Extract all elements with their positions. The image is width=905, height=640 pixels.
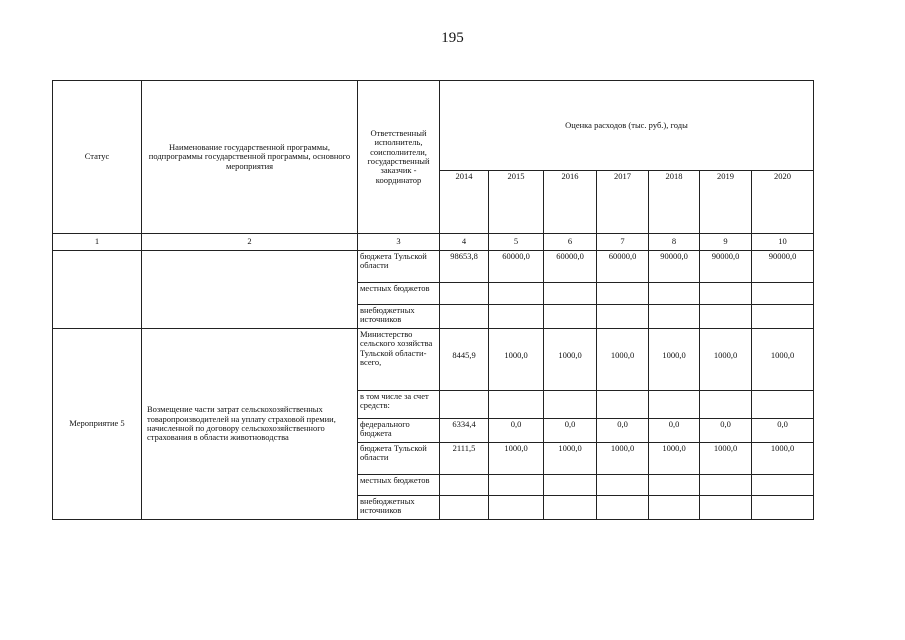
value-cell: 1000,0 xyxy=(489,443,544,475)
source-cell: федерального бюджета xyxy=(358,419,440,443)
value-cell xyxy=(489,475,544,496)
year-2015: 2015 xyxy=(489,171,544,234)
value-cell xyxy=(700,496,752,520)
value-cell xyxy=(700,475,752,496)
table-row xyxy=(53,329,814,391)
value-cell xyxy=(700,283,752,305)
header-status: Статус xyxy=(53,81,142,234)
table-row xyxy=(53,251,814,283)
col-number: 4 xyxy=(440,234,489,251)
value-cell xyxy=(544,475,597,496)
value-cell: 1000,0 xyxy=(544,443,597,475)
value-cell xyxy=(700,391,752,419)
value-cell: 1000,0 xyxy=(544,329,597,391)
header-name: Наименование государственной программы, подпрограммы государственной программы, основного мероприятия xyxy=(142,81,358,234)
value-cell xyxy=(544,283,597,305)
year-2019: 2019 xyxy=(700,171,752,234)
source-cell: внебюджетных источников xyxy=(358,305,440,329)
value-cell: 1000,0 xyxy=(597,329,649,391)
value-cell: 8445,9 xyxy=(440,329,489,391)
col-number: 1 xyxy=(53,234,142,251)
budget-table xyxy=(52,80,814,520)
measure-name: Возмещение части затрат сельскохозяйственных товаропроизводителей на уплату страховой премии, начисленной по договору сельскохозяйственного страхования в области животноводства xyxy=(142,329,358,520)
value-cell: 1000,0 xyxy=(752,329,814,391)
source-cell: местных бюджетов xyxy=(358,283,440,305)
value-cell: 98653,8 xyxy=(440,251,489,283)
source-cell: Министерство сельского хозяйства Тульской области- всего, xyxy=(358,329,440,391)
source-cell: бюджета Тульской области xyxy=(358,443,440,475)
value-cell xyxy=(440,283,489,305)
value-cell xyxy=(752,305,814,329)
value-cell xyxy=(440,305,489,329)
value-cell xyxy=(440,496,489,520)
value-cell: 1000,0 xyxy=(489,329,544,391)
value-cell xyxy=(440,391,489,419)
value-cell: 2111,5 xyxy=(440,443,489,475)
value-cell xyxy=(597,283,649,305)
value-cell: 0,0 xyxy=(489,419,544,443)
year-2017: 2017 xyxy=(597,171,649,234)
year-2016: 2016 xyxy=(544,171,597,234)
value-cell xyxy=(544,305,597,329)
value-cell xyxy=(597,496,649,520)
value-cell: 1000,0 xyxy=(649,443,700,475)
value-cell: 6334,4 xyxy=(440,419,489,443)
year-2018: 2018 xyxy=(649,171,700,234)
col-number: 2 xyxy=(142,234,358,251)
value-cell: 1000,0 xyxy=(597,443,649,475)
source-cell: местных бюджетов xyxy=(358,475,440,496)
value-cell: 0,0 xyxy=(597,419,649,443)
value-cell: 90000,0 xyxy=(649,251,700,283)
status-cell-empty xyxy=(53,251,142,329)
value-cell: 1000,0 xyxy=(649,329,700,391)
page-number: 195 xyxy=(441,30,464,46)
value-cell xyxy=(544,391,597,419)
source-cell: в том числе за счет средств: xyxy=(358,391,440,419)
column-numbers-row xyxy=(53,234,814,251)
col-number: 10 xyxy=(752,234,814,251)
value-cell xyxy=(489,283,544,305)
year-2014: 2014 xyxy=(440,171,489,234)
value-cell xyxy=(649,305,700,329)
value-cell: 1000,0 xyxy=(700,329,752,391)
value-cell xyxy=(489,391,544,419)
value-cell xyxy=(440,475,489,496)
value-cell xyxy=(752,283,814,305)
value-cell: 60000,0 xyxy=(489,251,544,283)
value-cell xyxy=(489,496,544,520)
value-cell xyxy=(544,496,597,520)
source-cell: внебюджетных источников xyxy=(358,496,440,520)
value-cell: 60000,0 xyxy=(544,251,597,283)
col-number: 8 xyxy=(649,234,700,251)
col-number: 6 xyxy=(544,234,597,251)
value-cell xyxy=(752,496,814,520)
col-number: 3 xyxy=(358,234,440,251)
value-cell xyxy=(597,391,649,419)
value-cell: 0,0 xyxy=(544,419,597,443)
source-cell: бюджета Тульской области xyxy=(358,251,440,283)
col-number: 7 xyxy=(597,234,649,251)
header-responsible: Ответственный исполнитель, соисполнители, государственный заказчик - координатор xyxy=(358,81,440,234)
value-cell xyxy=(649,283,700,305)
value-cell xyxy=(597,475,649,496)
value-cell xyxy=(649,391,700,419)
value-cell xyxy=(489,305,544,329)
value-cell xyxy=(752,475,814,496)
value-cell: 1000,0 xyxy=(752,443,814,475)
year-2020: 2020 xyxy=(752,171,814,234)
value-cell xyxy=(649,475,700,496)
value-cell xyxy=(597,305,649,329)
value-cell xyxy=(700,305,752,329)
value-cell: 0,0 xyxy=(649,419,700,443)
value-cell: 90000,0 xyxy=(752,251,814,283)
value-cell: 1000,0 xyxy=(700,443,752,475)
value-cell: 90000,0 xyxy=(700,251,752,283)
value-cell: 60000,0 xyxy=(597,251,649,283)
value-cell xyxy=(752,391,814,419)
value-cell xyxy=(649,496,700,520)
header-estimate: Оценка расходов (тыс. руб.), годы xyxy=(440,81,814,171)
col-number: 9 xyxy=(700,234,752,251)
value-cell: 0,0 xyxy=(700,419,752,443)
name-cell-empty xyxy=(142,251,358,329)
value-cell: 0,0 xyxy=(752,419,814,443)
col-number: 5 xyxy=(489,234,544,251)
measure-status: Мероприятие 5 xyxy=(53,329,142,520)
